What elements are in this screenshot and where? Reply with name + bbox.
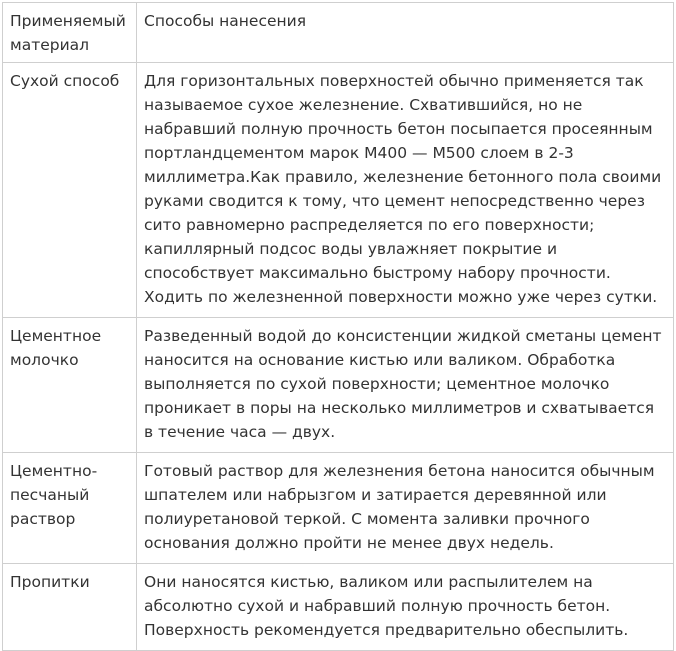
cell-material: Цементно-песчаный раствор <box>3 453 137 564</box>
cell-material: Цементное молочко <box>3 318 137 453</box>
cell-methods: Готовый раствор для железнения бетона наносится обычным шпателем или набрызгом и затирается деревянной или полиуретановой теркой. С момента заливки прочного основания должно пройти не менее двух недель. <box>137 453 674 564</box>
table-row <box>3 63 674 318</box>
materials-table <box>2 2 674 651</box>
cell-material: Сухой способ <box>3 63 137 318</box>
cell-methods: Для горизонтальных поверхностей обычно применяется так называемое сухое железнение. Схватившийся, но не набравший полную прочность бетон посыпается просеянным портландцементом марок М400 — М500 слоем в 2-3 миллиметра.Как правило, железнение бетонного пола своими руками сводится к тому, что цемент непосредственно через сито равномерно распределяется по его поверхности; капиллярный подсос воды увлажняет покрытие и способствует максимально быстрому набору прочности. Ходить по железненной поверхности можно уже через сутки. <box>137 63 674 318</box>
table-row <box>3 564 674 651</box>
cell-methods: Они наносятся кистью, валиком или распылителем на абсолютно сухой и набравший полную прочность бетон. Поверхность рекомендуется предварительно обеспылить. <box>137 564 674 651</box>
cell-methods: Разведенный водой до консистенции жидкой сметаны цемент наносится на основание кистью или валиком. Обработка выполняется по сухой поверхности; цементное молочко проникает в поры на несколько миллиметров и схватывается в течение часа — двух. <box>137 318 674 453</box>
table-row <box>3 453 674 564</box>
header-methods: Способы нанесения <box>137 3 674 63</box>
header-material: Применяемый материал <box>3 3 137 63</box>
cell-material: Пропитки <box>3 564 137 651</box>
table-header-row <box>3 3 674 63</box>
table-row <box>3 318 674 453</box>
